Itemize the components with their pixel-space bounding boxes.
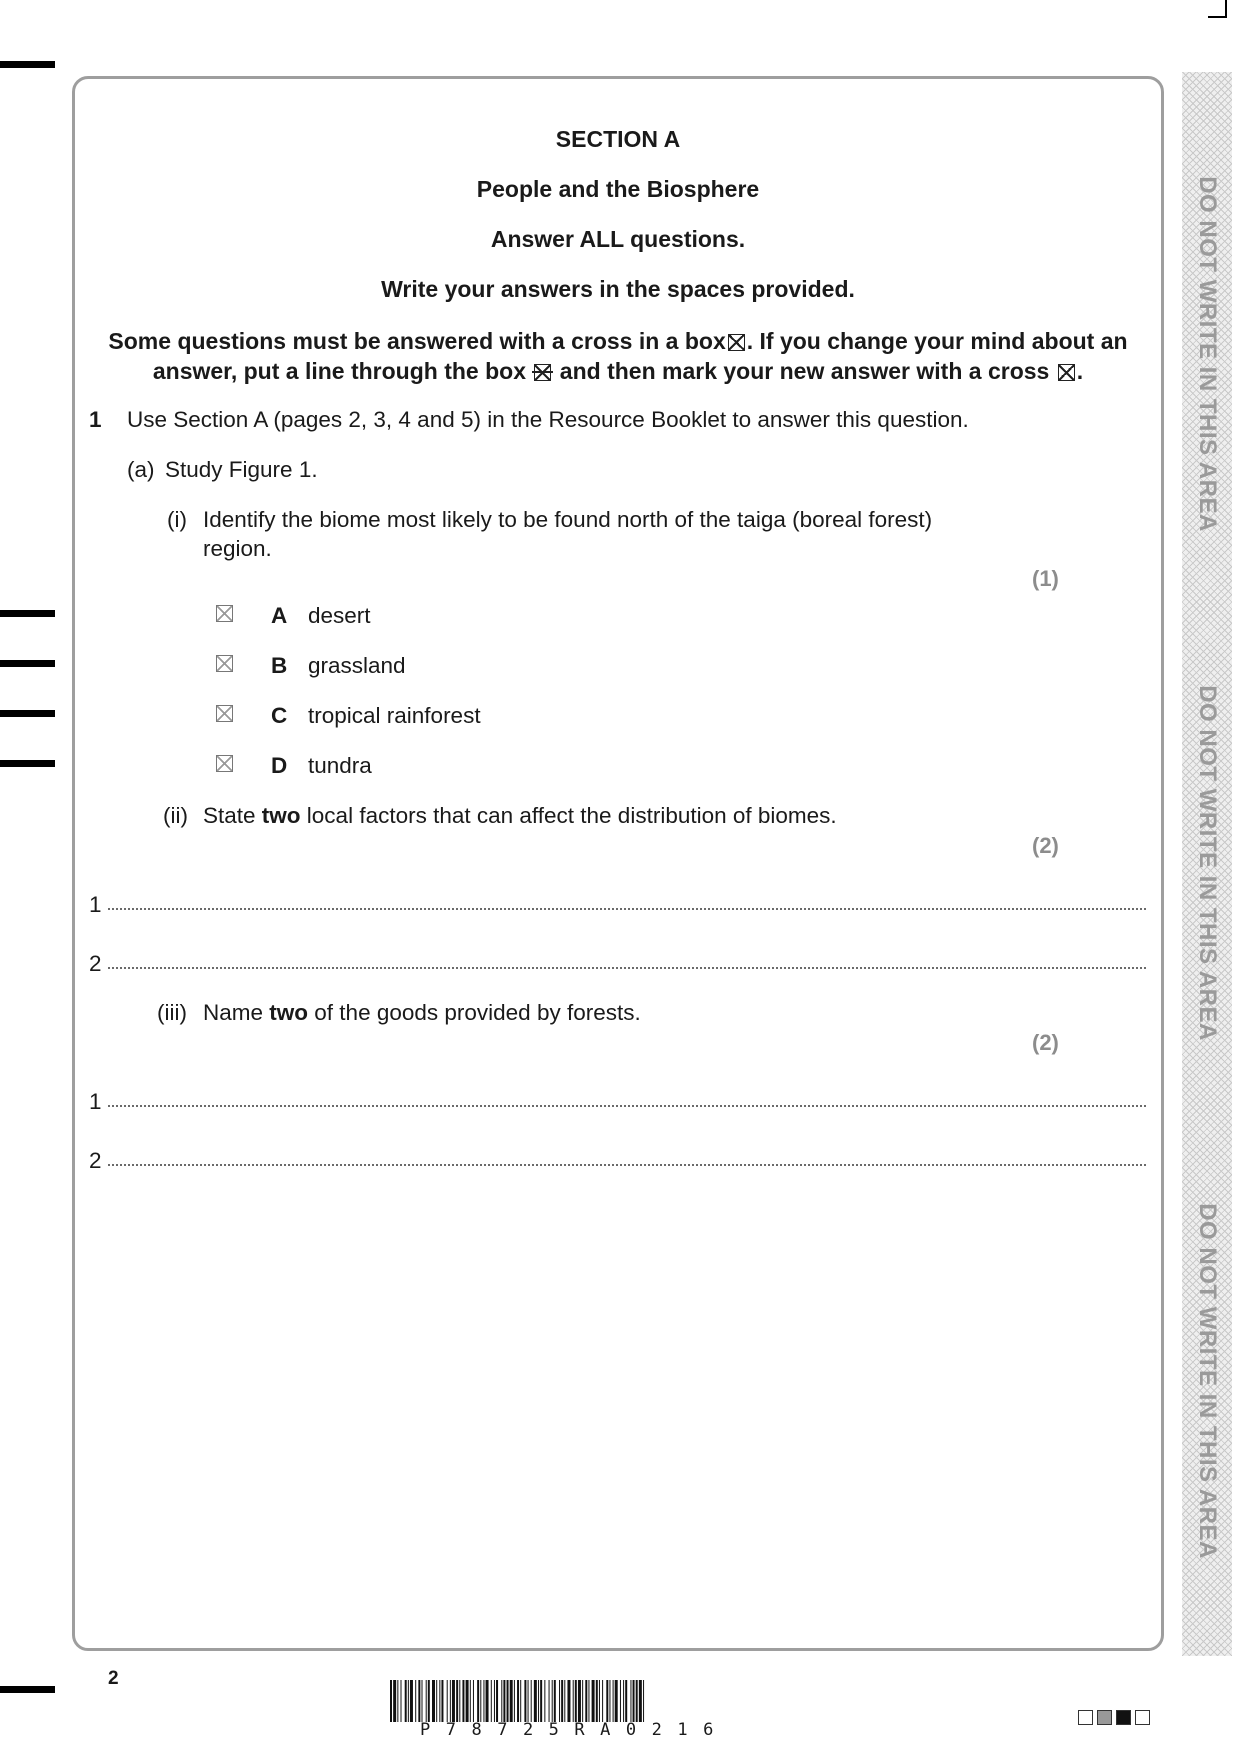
barcode-bar: [528, 1680, 529, 1722]
answer-line-number: 2: [89, 1148, 102, 1173]
barcode-bar: [466, 1680, 469, 1722]
barcode-bar: [450, 1680, 451, 1722]
answer-checkbox-b[interactable]: [216, 655, 233, 672]
subpart-label: (iii): [157, 1000, 187, 1025]
barcode-bar: [491, 1680, 492, 1722]
crossed-box-icon: [728, 334, 745, 351]
subpart-label: (i): [167, 507, 187, 532]
subpart-text-cont: region.: [203, 536, 272, 561]
barcode-bar: [462, 1680, 464, 1722]
timing-mark: [0, 660, 55, 667]
instruction-cross-box: Some questions must be answered with a cross in a box . If you change your mind about an answer, put a line through the box and then mark your new answer with a cross .: [108, 328, 1128, 384]
barcode-bar: [559, 1680, 560, 1722]
answer-checkbox-c[interactable]: [216, 705, 233, 722]
timing-mark: [0, 760, 55, 767]
barcode-bar: [390, 1680, 392, 1722]
barcode-bar: [473, 1680, 474, 1722]
barcode-bar: [447, 1680, 448, 1722]
barcode: [390, 1680, 862, 1722]
page-frame: [72, 76, 1164, 1651]
barcode-bar: [397, 1680, 398, 1722]
barcode-bar: [415, 1680, 416, 1722]
timing-mark: [0, 61, 55, 68]
page-indicator-square: [1116, 1710, 1131, 1725]
barcode-bar: [613, 1680, 614, 1722]
barcode-bar: [615, 1680, 618, 1722]
barcode-bar: [486, 1680, 489, 1722]
subpart-label: (ii): [163, 803, 188, 828]
barcode-bar: [393, 1680, 396, 1722]
barcode-bar: [426, 1680, 427, 1722]
marks-label: (1): [1032, 566, 1059, 591]
answer-checkbox-a[interactable]: [216, 605, 233, 622]
barcode-bar: [549, 1680, 550, 1722]
barcode-bar: [422, 1680, 423, 1722]
barcode-bar: [477, 1680, 479, 1722]
barcode-bar: [609, 1680, 610, 1722]
barcode-bar: [452, 1680, 455, 1722]
barcode-bar: [630, 1680, 631, 1722]
barcode-bar: [496, 1680, 498, 1722]
barcode-bar: [480, 1680, 481, 1722]
page-indicator-square: [1135, 1710, 1150, 1725]
answer-line[interactable]: [108, 967, 1146, 969]
barcode-bar: [501, 1680, 502, 1722]
question-stem: Use Section A (pages 2, 3, 4 and 5) in the Resource Booklet to answer this question.: [127, 407, 969, 432]
page-indicator-square: [1078, 1710, 1093, 1725]
barcode-bar: [596, 1680, 598, 1722]
barcode-bar: [531, 1680, 532, 1722]
barcode-bar: [606, 1680, 608, 1722]
option-letter: D: [271, 753, 288, 778]
answer-line-number: 1: [89, 1089, 102, 1114]
barcode-bar: [578, 1680, 581, 1722]
barcode-bar: [554, 1680, 556, 1722]
timing-mark: [0, 710, 55, 717]
barcode-bar: [544, 1680, 545, 1722]
barcode-bar: [592, 1680, 595, 1722]
answer-line-number: 1: [89, 892, 102, 917]
option-letter: C: [271, 703, 288, 728]
barcode-bar: [410, 1680, 413, 1722]
barcode-bar: [514, 1680, 515, 1722]
barcode-bar: [623, 1680, 624, 1722]
answer-line-number: 2: [89, 951, 102, 976]
barcode-bar: [517, 1680, 519, 1722]
page-number: 2: [108, 1668, 119, 1689]
barcode-text: P78725RA0216: [420, 1720, 729, 1740]
answer-checkbox-d[interactable]: [216, 755, 233, 772]
barcode-bar: [552, 1680, 553, 1722]
barcode-bar: [408, 1680, 409, 1722]
instruction-spaces: Write your answers in the spaces provided.: [381, 276, 855, 302]
barcode-bar: [428, 1680, 430, 1722]
barcode-bar: [483, 1680, 484, 1722]
answer-line[interactable]: [108, 1164, 1146, 1166]
barcode-bar: [418, 1680, 420, 1722]
crossed-box-icon: [1058, 364, 1075, 381]
barcode-bar: [561, 1680, 563, 1722]
barcode-bar: [582, 1680, 583, 1722]
barcode-bar: [456, 1680, 458, 1722]
barcode-bar: [588, 1680, 589, 1722]
instruction-answer-all: Answer ALL questions.: [490, 226, 746, 252]
barcode-bar: [494, 1680, 495, 1722]
answer-line[interactable]: [108, 1105, 1146, 1107]
marks-label: (2): [1032, 833, 1059, 858]
option-text: grassland: [308, 653, 406, 678]
barcode-bar: [620, 1680, 621, 1722]
barcode-bar: [432, 1680, 435, 1722]
question-number: 1: [89, 407, 102, 432]
barcode-bar: [540, 1680, 542, 1722]
barcode-bar: [643, 1680, 644, 1722]
marks-label: (2): [1032, 1030, 1059, 1055]
barcode-bar: [636, 1680, 638, 1722]
barcode-bar: [567, 1680, 570, 1722]
barcode-bar: [538, 1680, 539, 1722]
barcode-bar: [564, 1680, 565, 1722]
barcode-bar: [459, 1680, 460, 1722]
barcode-bar: [439, 1680, 440, 1722]
answer-line[interactable]: [108, 908, 1146, 910]
barcode-bar: [633, 1680, 635, 1722]
barcode-bar: [510, 1680, 513, 1722]
option-letter: A: [271, 603, 288, 628]
timing-mark: [0, 610, 55, 617]
subpart-text: State two local factors that can affect the distribution of biomes.: [203, 803, 837, 828]
barcode-bar: [639, 1680, 642, 1722]
barcode-bar: [503, 1680, 505, 1722]
subpart-text: Identify the biome most likely to be found north of the taiga (boreal forest): [203, 507, 933, 532]
crop-mark: [1208, 16, 1227, 18]
barcode-bar: [441, 1680, 443, 1722]
option-text: desert: [308, 603, 371, 628]
part-text: Study Figure 1.: [165, 457, 318, 482]
barcode-bar: [405, 1680, 407, 1722]
page-indicator-square: [1097, 1710, 1112, 1725]
barcode-bar: [534, 1680, 537, 1722]
barcode-bar: [520, 1680, 521, 1722]
barcode-bar: [585, 1680, 587, 1722]
option-letter: B: [271, 653, 288, 678]
barcode-bar: [599, 1680, 600, 1722]
barcode-bar: [575, 1680, 577, 1722]
barcode-bar: [401, 1680, 402, 1722]
barcode-bar: [573, 1680, 574, 1722]
part-label: (a): [127, 457, 155, 482]
barcode-bar: [436, 1680, 437, 1722]
barcode-bar: [507, 1680, 509, 1722]
subpart-text: Name two of the goods provided by forests.: [203, 1000, 641, 1025]
barcode-bar: [524, 1680, 526, 1722]
struck-box-icon: [534, 364, 551, 381]
barcode-bar: [470, 1680, 471, 1722]
barcode-bar: [602, 1680, 603, 1722]
barcode-bar: [625, 1680, 627, 1722]
timing-mark: [0, 1686, 55, 1693]
option-text: tropical rainforest: [308, 703, 481, 728]
option-text: tundra: [308, 753, 372, 778]
section-subtitle: People and the Biosphere: [476, 176, 760, 202]
section-title: SECTION A: [555, 126, 681, 152]
